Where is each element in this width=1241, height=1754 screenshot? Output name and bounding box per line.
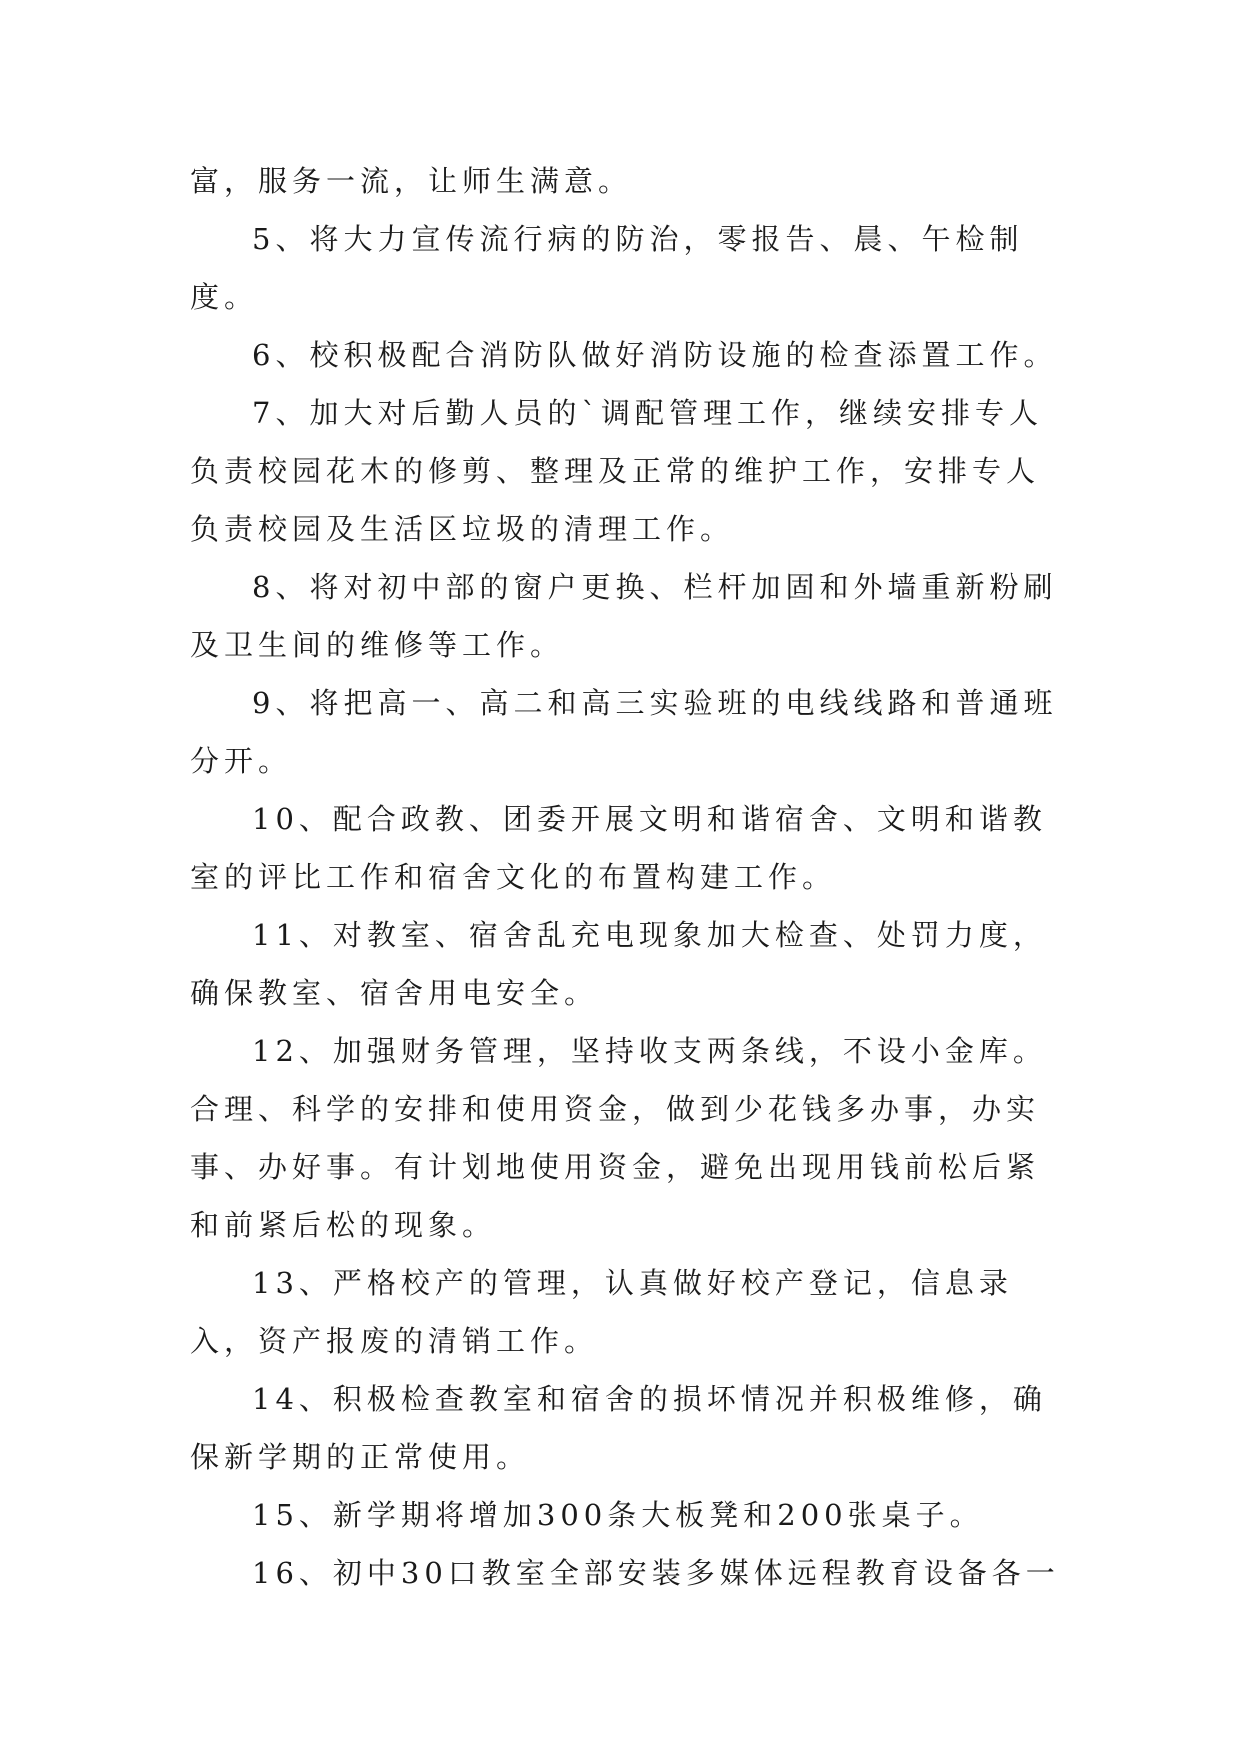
paragraph-item-6: 6、校积极配合消防队做好消防设施的检查添置工作。: [252, 338, 1058, 372]
paragraph-item-7: 7、加大对后勤人员的`调配管理工作，继续安排专人负责校园花木的修剪、整理及正常的维护工作，安排专人负责校园及生活区垃圾的清理工作。: [190, 396, 1043, 546]
paragraph-continuation: 富，服务一流，让师生满意。: [190, 164, 633, 198]
paragraph-item-8: 8、将对初中部的窗户更换、栏杆加固和外墙重新粉刷及卫生间的维修等工作。: [190, 570, 1058, 662]
paragraph-item-16: 16、初中30口教室全部安装多媒体远程教育设备各一: [252, 1556, 1060, 1590]
paragraph-item-14: 14、积极检查教室和宿舍的损坏情况并积极维修，确保新学期的正常使用。: [190, 1382, 1047, 1474]
paragraph-item-12: 12、加强财务管理，坚持收支两条线，不设小金库。合理、科学的安排和使用资金，做到少花钱多办事，办实事、办好事。有计划地使用资金，避免出现用钱前松后紧和前紧后松的现象。: [190, 1034, 1047, 1242]
document-body: [190, 152, 1070, 1602]
paragraph-item-11: 11、对教室、宿舍乱充电现象加大检查、处罚力度，确保教室、宿舍用电安全。: [190, 918, 1047, 1010]
paragraph-item-10: 10、配合政教、团委开展文明和谐宿舍、文明和谐教室的评比工作和宿舍文化的布置构建工作。: [190, 802, 1047, 894]
paragraph-item-15: 15、新学期将增加300条大板凳和200张桌子。: [252, 1498, 984, 1532]
paragraph-item-13: 13、严格校产的管理，认真做好校产登记，信息录入，资产报废的清销工作。: [190, 1266, 1013, 1358]
paragraph-item-9: 9、将把高一、高二和高三实验班的电线线路和普通班分开。: [190, 686, 1058, 778]
paragraph-item-5: 5、将大力宣传流行病的防治，零报告、晨、午检制度。: [190, 222, 1024, 314]
